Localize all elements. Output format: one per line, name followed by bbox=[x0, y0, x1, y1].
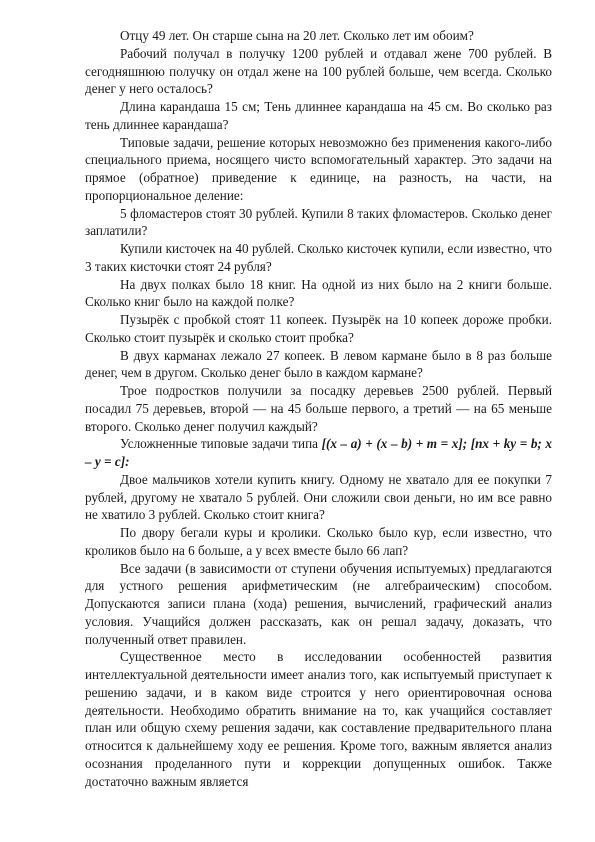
paragraph-brushes-problem: Купили кисточек на 40 рублей. Сколько кисточек купили, если известно, что 3 таких кисточки стоят 24 рубля? bbox=[85, 241, 552, 274]
paragraph-analysis-description: Существенное место в исследовании особенностей развития интеллектуальной деятельности имеет анализ того, как испытуемый приступает к решению задачи, и в каком виде строится у него ориентировочная основа деятельности. Необходимо обратить внимание на то, как учащийся составляет план или общую схему решения задачи, как составление предварительного плана относится к дальнейшему ходу ее решения. Кроме того, важным является анализ осознания проделанного пути и коррекции допущенных ошибок. Также достаточно важным является bbox=[85, 649, 552, 789]
complex-tasks-intro: Усложненные типовые задачи типа bbox=[120, 436, 322, 452]
paragraph-complex-tasks-heading bbox=[85, 435, 552, 471]
paragraph-worker-salary-problem: Рабочий получал в получку 1200 рублей и отдавал жене 700 рублей. В сегодняшнюю получку он отдал жене на 100 рублей больше, чем всегда. Сколько денег у него осталось? bbox=[85, 45, 552, 97]
paragraph-bottle-cork-problem: Пузырёк с пробкой стоят 11 копеек. Пузырёк на 10 копеек дороже пробки. Сколько стоит пузырёк и сколько стоит пробка? bbox=[85, 312, 552, 345]
paragraph-solving-method-description: Все задачи (в зависимости от ступени обучения испытуемых) предлагаются для устного решения арифметическим (не алгебраическим) способом. Допускаются записи плана (хода) решения, вычислений, графический анализ условия. Учащийся должен рассказать, как он решал задачу, доказать, что полученный ответ правилен. bbox=[85, 560, 552, 647]
paragraph-shelves-problem: На двух полках было 18 книг. На одной из них было на 2 книги больше. Сколько книг было на каждой полке? bbox=[85, 276, 552, 310]
document-body bbox=[85, 27, 552, 790]
paragraph-chickens-rabbits-problem: По двору бегали куры и кролики. Сколько было кур, если известно, что кроликов было на 6 больше, а у всех вместе было 66 лап? bbox=[85, 525, 552, 558]
paragraph-boys-book-problem: Двое мальчиков хотели купить книгу. Одному не хватало для ее покупки 7 рублей, другому не хватало 5 рублей. Они сложили свои деньги, но им все равно не хватило 3 рублей. Сколько стоит книга? bbox=[85, 471, 552, 523]
paragraph-typical-tasks-description: Типовые задачи, решение которых невозможно без применения какого-либо специального приема, носящего чисто вспомогательный характер. Это задачи на прямое (обратное) приведение к единице, на разность, на части, на пропорциональное деление: bbox=[85, 134, 552, 203]
paragraph-father-son-problem: Отцу 49 лет. Он старше сына на 20 лет. Сколько лет им обоим? bbox=[120, 28, 474, 43]
paragraph-teenagers-trees-problem: Трое подростков получили за посадку деревьев 2500 рублей. Первый посадил 75 деревьев, второй — на 45 больше первого, а третий — на 65 меньше второго. Сколько денег получил каждый? bbox=[85, 383, 552, 434]
paragraph-pencil-shadow-problem: Длина карандаша 15 см; Тень длиннее карандаша на 45 см. Во сколько раз тень длиннее карандаша? bbox=[85, 99, 552, 132]
complex-tasks-formula: [(x – a) + (x – b) + m = x]; [nx + ky = b; x – y = c]: bbox=[85, 436, 553, 469]
paragraph-markers-problem: 5 фломастеров стоят 30 рублей. Купили 8 таких фломастеров. Сколько денег заплатили? bbox=[85, 205, 552, 239]
paragraph-pockets-problem: В двух карманах лежало 27 копеек. В левом кармане было в 8 раз больше денег, чем в другом. Сколько денег было в каждом кармане? bbox=[85, 347, 552, 381]
